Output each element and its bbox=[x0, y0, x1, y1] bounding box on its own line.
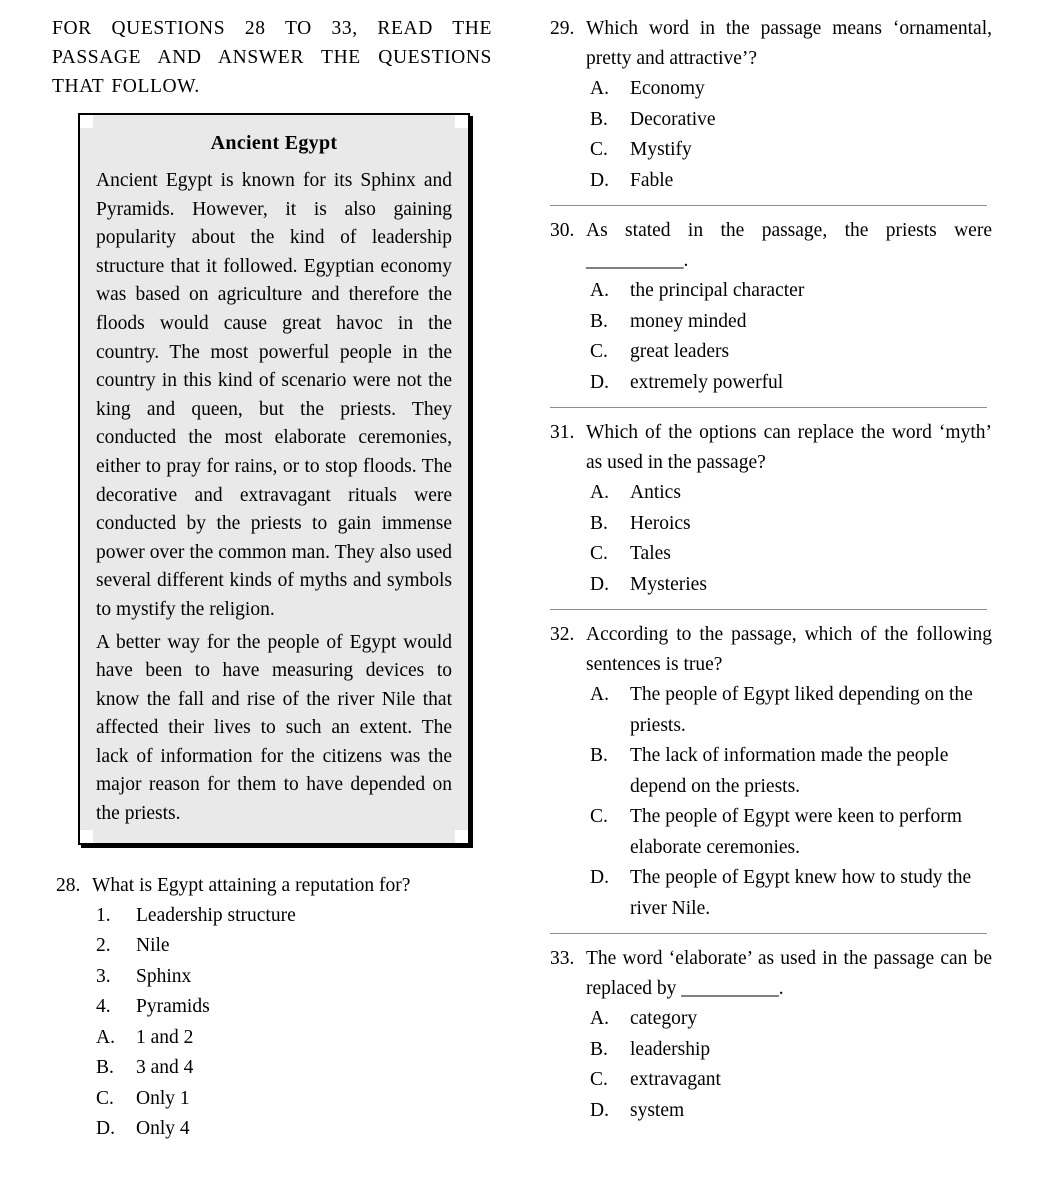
sub-option-2-text: Nile bbox=[136, 935, 170, 957]
option-d-label: D. bbox=[590, 1099, 609, 1121]
option-b-text: leadership bbox=[630, 1038, 711, 1060]
option-d-text: extremely powerful bbox=[630, 371, 784, 393]
instruction-header: FOR QUESTIONS 28 TO 33, READ THE PASSAGE AND ANSWER THE QUESTIONS THAT FOLLOW. bbox=[52, 18, 492, 97]
question-33-number: 33. bbox=[550, 948, 575, 969]
sub-option-1[interactable] bbox=[52, 901, 492, 932]
option-c-text: Mystify bbox=[630, 139, 692, 160]
option-b[interactable] bbox=[546, 509, 992, 540]
option-b[interactable] bbox=[546, 1035, 992, 1066]
option-d[interactable] bbox=[52, 1114, 492, 1145]
left-column bbox=[52, 14, 492, 1145]
sub-option-2-label: 2. bbox=[96, 935, 111, 957]
sub-option-3[interactable] bbox=[52, 962, 492, 993]
option-b[interactable] bbox=[546, 741, 992, 802]
option-d[interactable] bbox=[546, 863, 992, 924]
option-d-label: D. bbox=[590, 371, 609, 393]
option-a-label: A. bbox=[590, 78, 609, 99]
option-c-text: great leaders bbox=[630, 341, 730, 362]
passage-container bbox=[78, 113, 470, 845]
question-30-text: As stated in the passage, the priests were __________. bbox=[586, 220, 992, 271]
passage-title: Ancient Egypt bbox=[210, 132, 338, 154]
option-a-text: the principal character bbox=[630, 280, 805, 301]
sub-option-3-text: Sphinx bbox=[136, 965, 192, 987]
option-a-text: 1 and 2 bbox=[136, 1026, 194, 1048]
question-32-number: 32. bbox=[550, 624, 575, 645]
option-c[interactable] bbox=[546, 539, 992, 570]
option-a-label: A. bbox=[590, 280, 609, 301]
option-b-text: money minded bbox=[630, 310, 747, 332]
option-c-label: C. bbox=[96, 1087, 114, 1109]
question-30-header bbox=[546, 216, 992, 276]
passage-box bbox=[78, 113, 470, 845]
option-c[interactable] bbox=[546, 802, 992, 863]
corner-notch-top-left bbox=[78, 113, 93, 128]
option-a[interactable] bbox=[52, 1023, 492, 1054]
option-b-text: 3 and 4 bbox=[136, 1057, 194, 1079]
option-c-text: extravagant bbox=[630, 1069, 721, 1090]
option-b[interactable] bbox=[52, 1053, 492, 1084]
question-29-options bbox=[546, 74, 992, 196]
option-b-label: B. bbox=[590, 512, 608, 534]
question-separator bbox=[550, 205, 987, 206]
corner-notch-bottom-right bbox=[455, 830, 470, 845]
option-b-text: Decorative bbox=[630, 108, 716, 130]
option-c[interactable] bbox=[52, 1084, 492, 1115]
option-c[interactable] bbox=[546, 337, 992, 368]
option-d[interactable] bbox=[546, 570, 992, 601]
option-a[interactable] bbox=[546, 74, 992, 105]
option-d-text: The people of Egypt knew how to study the river Nile. bbox=[630, 867, 972, 919]
option-c-label: C. bbox=[590, 341, 608, 362]
option-a-text: Economy bbox=[630, 78, 705, 99]
question-33-options bbox=[546, 1004, 992, 1126]
question-separator bbox=[550, 609, 987, 610]
question-29 bbox=[546, 14, 992, 196]
option-b-label: B. bbox=[590, 310, 608, 332]
question-29-number: 29. bbox=[550, 18, 575, 39]
question-33 bbox=[546, 944, 992, 1126]
question-31-header bbox=[546, 418, 992, 478]
question-32 bbox=[546, 620, 992, 924]
question-31-number: 31. bbox=[550, 422, 575, 443]
option-d[interactable] bbox=[546, 368, 992, 399]
option-b-label: B. bbox=[96, 1057, 114, 1079]
sub-option-4[interactable] bbox=[52, 992, 492, 1023]
question-28 bbox=[52, 871, 492, 1145]
option-a-text: category bbox=[630, 1008, 698, 1029]
sub-option-4-text: Pyramids bbox=[136, 996, 210, 1018]
option-d-text: Mysteries bbox=[630, 573, 707, 595]
option-a[interactable] bbox=[546, 680, 992, 741]
question-separator bbox=[550, 933, 987, 934]
option-d-text: system bbox=[630, 1099, 685, 1121]
right-column bbox=[546, 14, 992, 1126]
sub-option-1-label: 1. bbox=[96, 904, 111, 926]
question-32-options bbox=[546, 680, 992, 924]
question-28-sub-options bbox=[52, 901, 492, 1023]
passage-paragraph-1: Ancient Egypt is known for its Sphinx and Pyramids. However, it is also gaining popularity about the kind of leadership structure that it followed. Egyptian economy was based on agriculture and therefore the floods would cause great havoc in the country. The most powerful people in the country in this kind of scenario were not the king and queen, but the priests. They conducted the most elaborate ceremonies, either to pray for rains, or to stop floods. The decorative and extravagant rituals were conducted by the priests to gain immense power over the common man. They also used several different kinds of myths and symbols to mystify the religion. bbox=[96, 170, 452, 620]
option-a-label: A. bbox=[590, 684, 609, 705]
question-separator bbox=[550, 407, 987, 408]
option-c[interactable] bbox=[546, 1065, 992, 1096]
option-d[interactable] bbox=[546, 1096, 992, 1127]
option-c-text: Only 1 bbox=[136, 1087, 190, 1109]
passage-paragraph-2: A better way for the people of Egypt would have been to have measuring devices to know the fall and rise of the river Nile that affected their lives to such an extent. The lack of information for the citizens was the major reason for them to have depended on the priests. bbox=[96, 631, 452, 825]
option-c-label: C. bbox=[590, 806, 608, 827]
sub-option-2[interactable] bbox=[52, 931, 492, 962]
option-b[interactable] bbox=[546, 307, 992, 338]
question-30-number: 30. bbox=[550, 220, 575, 241]
question-31 bbox=[546, 418, 992, 600]
option-a[interactable] bbox=[546, 276, 992, 307]
option-a-label: A. bbox=[590, 482, 609, 503]
option-c[interactable] bbox=[546, 135, 992, 166]
question-32-header bbox=[546, 620, 992, 680]
question-32-text: According to the passage, which of the following sentences is true? bbox=[586, 624, 992, 675]
option-c-label: C. bbox=[590, 139, 608, 160]
question-30-options bbox=[546, 276, 992, 398]
sub-option-3-label: 3. bbox=[96, 965, 111, 987]
option-d-text: Fable bbox=[630, 169, 674, 191]
option-d-label: D. bbox=[96, 1118, 115, 1140]
option-b[interactable] bbox=[546, 105, 992, 136]
option-c-label: C. bbox=[590, 543, 608, 564]
question-28-header bbox=[52, 871, 492, 901]
option-d-label: D. bbox=[590, 573, 609, 595]
sub-option-1-text: Leadership structure bbox=[136, 904, 296, 926]
question-31-text: Which of the options can replace the word ‘myth’ as used in the passage? bbox=[586, 422, 992, 473]
question-33-text: The word ‘elaborate’ as used in the passage can be replaced by __________. bbox=[586, 948, 992, 999]
option-b-text: The lack of information made the people depend on the priests. bbox=[630, 745, 949, 797]
option-d[interactable] bbox=[546, 166, 992, 197]
option-b-label: B. bbox=[590, 745, 608, 766]
option-a-label: A. bbox=[590, 1008, 609, 1029]
option-b-text: Heroics bbox=[630, 512, 691, 534]
question-29-text: Which word in the passage means ‘ornamental, pretty and attractive’? bbox=[586, 18, 992, 69]
option-c-label: C. bbox=[590, 1069, 608, 1090]
corner-notch-bottom-left bbox=[78, 830, 93, 845]
option-d-text: Only 4 bbox=[136, 1118, 190, 1140]
option-a[interactable] bbox=[546, 1004, 992, 1035]
sub-option-4-label: 4. bbox=[96, 996, 111, 1018]
option-d-label: D. bbox=[590, 867, 609, 888]
question-28-number: 28. bbox=[56, 874, 81, 896]
option-d-label: D. bbox=[590, 169, 609, 191]
question-33-header bbox=[546, 944, 992, 1004]
option-a-text: Antics bbox=[630, 482, 681, 503]
question-29-header bbox=[546, 14, 992, 74]
option-c-text: The people of Egypt were keen to perform elaborate ceremonies. bbox=[630, 806, 962, 858]
option-b-label: B. bbox=[590, 108, 608, 130]
question-31-options bbox=[546, 478, 992, 600]
option-a-text: The people of Egypt liked depending on the priests. bbox=[630, 684, 973, 736]
question-30 bbox=[546, 216, 992, 398]
option-a[interactable] bbox=[546, 478, 992, 509]
option-c-text: Tales bbox=[630, 543, 671, 564]
option-b-label: B. bbox=[590, 1038, 608, 1060]
option-a-label: A. bbox=[96, 1026, 115, 1048]
question-28-options bbox=[52, 1023, 492, 1145]
corner-notch-top-right bbox=[455, 113, 470, 128]
question-28-text: What is Egypt attaining a reputation for? bbox=[92, 874, 411, 896]
